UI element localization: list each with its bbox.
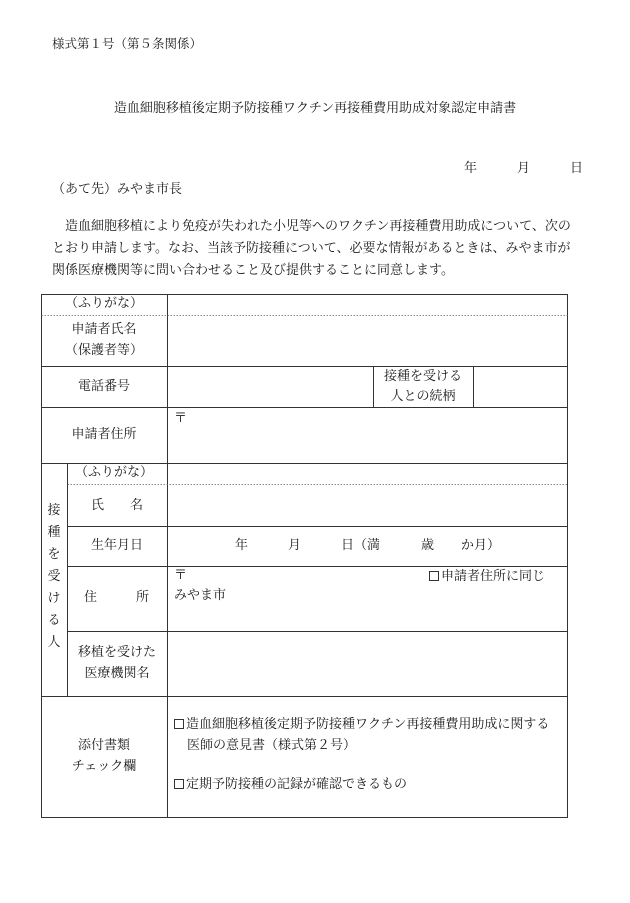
checkbox-icon[interactable] <box>174 779 184 789</box>
attachment-2-checkbox[interactable] <box>174 775 407 795</box>
birthdate-year-label: 年 <box>235 538 249 553</box>
paragraph-line-1: 造血細胞移植により免疫が失われた小児等へのワクチン再接種費用助成について、次の <box>65 219 571 234</box>
recipient-furigana-field[interactable] <box>168 464 567 484</box>
recipient-postal-mark: 〒 <box>174 568 188 583</box>
document-title: 造血細胞移植後定期予防接種ワクチン再接種費用助成対象認定申請書 <box>113 101 517 116</box>
recipient-name-label: 氏 名 <box>90 498 143 513</box>
birthdate-age-label: 歳 <box>421 538 435 553</box>
recipient-group-label <box>41 500 67 654</box>
furigana-field[interactable] <box>168 295 567 315</box>
date-day-label: 日 <box>570 161 584 176</box>
same-address-label: 申請者住所に同じ <box>441 569 546 584</box>
same-address-checkbox[interactable] <box>429 567 545 587</box>
checkbox-icon[interactable] <box>174 719 184 729</box>
applicant-address-field[interactable] <box>168 408 567 463</box>
hospital-sublabel: 医療機関名 <box>84 666 150 681</box>
date-year-label: 年 <box>464 161 478 176</box>
attachment-1-text-cont: 医師の意見書（様式第２号） <box>187 738 357 753</box>
recipient-address-label: 住 所 <box>84 590 150 605</box>
paragraph-line-2: とおり申請します。なお、当該予防接種について、必要な情報があるときは、みやま市が <box>52 241 571 256</box>
postal-mark: 〒 <box>174 411 188 426</box>
furigana-label: （ふりがな） <box>64 296 143 311</box>
attachment-1-checkbox[interactable] <box>174 715 549 735</box>
checkbox-icon[interactable] <box>429 571 439 581</box>
addressee: （あて先）みやま市長 <box>52 182 183 197</box>
recipient-group-char: け <box>47 591 61 606</box>
birthdate-months-label: か月） <box>461 538 501 553</box>
recipient-group-char: 接 <box>47 503 61 518</box>
phone-label: 電話番号 <box>77 379 130 394</box>
hospital-label: 移植を受けた <box>77 645 156 660</box>
birthdate-label: 生年月日 <box>90 538 143 553</box>
recipient-group-char: 人 <box>47 635 61 650</box>
relation-label: 接種を受ける <box>383 369 462 384</box>
applicant-name-field[interactable] <box>168 316 567 366</box>
birthdate-month-label: 月 <box>288 538 302 553</box>
attachment-1-text: 造血細胞移植後定期予防接種ワクチン再接種費用助成に関する <box>186 717 550 732</box>
relation-field[interactable] <box>474 367 567 407</box>
attachments-label: 添付書類 <box>77 738 130 753</box>
applicant-name-label: 申請者氏名 <box>71 322 137 337</box>
paragraph-line-3: 関係医療機関等に問い合わせること及び提供することに同意します。 <box>52 263 454 278</box>
relation-sublabel: 人との続柄 <box>390 389 456 404</box>
attachment-2-text: 定期予防接種の記録が確認できるもの <box>186 777 408 792</box>
recipient-group-char: を <box>47 547 61 562</box>
applicant-address-label: 申請者住所 <box>71 427 137 442</box>
hospital-field[interactable] <box>168 632 567 696</box>
recipient-city: みやま市 <box>174 588 227 603</box>
date-month-label: 月 <box>517 161 531 176</box>
recipient-address-field[interactable] <box>168 607 567 631</box>
form-number: 様式第１号（第５条関係） <box>52 36 203 51</box>
phone-field[interactable] <box>168 367 373 407</box>
attachments-sublabel: チェック欄 <box>71 759 137 774</box>
consent-paragraph <box>52 216 584 282</box>
birthdate-field[interactable] <box>168 527 567 566</box>
recipient-furigana-label: （ふりがな） <box>75 465 154 480</box>
recipient-group-char: る <box>47 613 61 628</box>
recipient-name-field[interactable] <box>168 485 567 526</box>
applicant-name-sublabel: （保護者等） <box>64 343 143 358</box>
recipient-group-char: 種 <box>47 525 61 540</box>
recipient-group-char: 受 <box>47 569 61 584</box>
birthdate-day-label: 日（満 <box>341 538 381 553</box>
